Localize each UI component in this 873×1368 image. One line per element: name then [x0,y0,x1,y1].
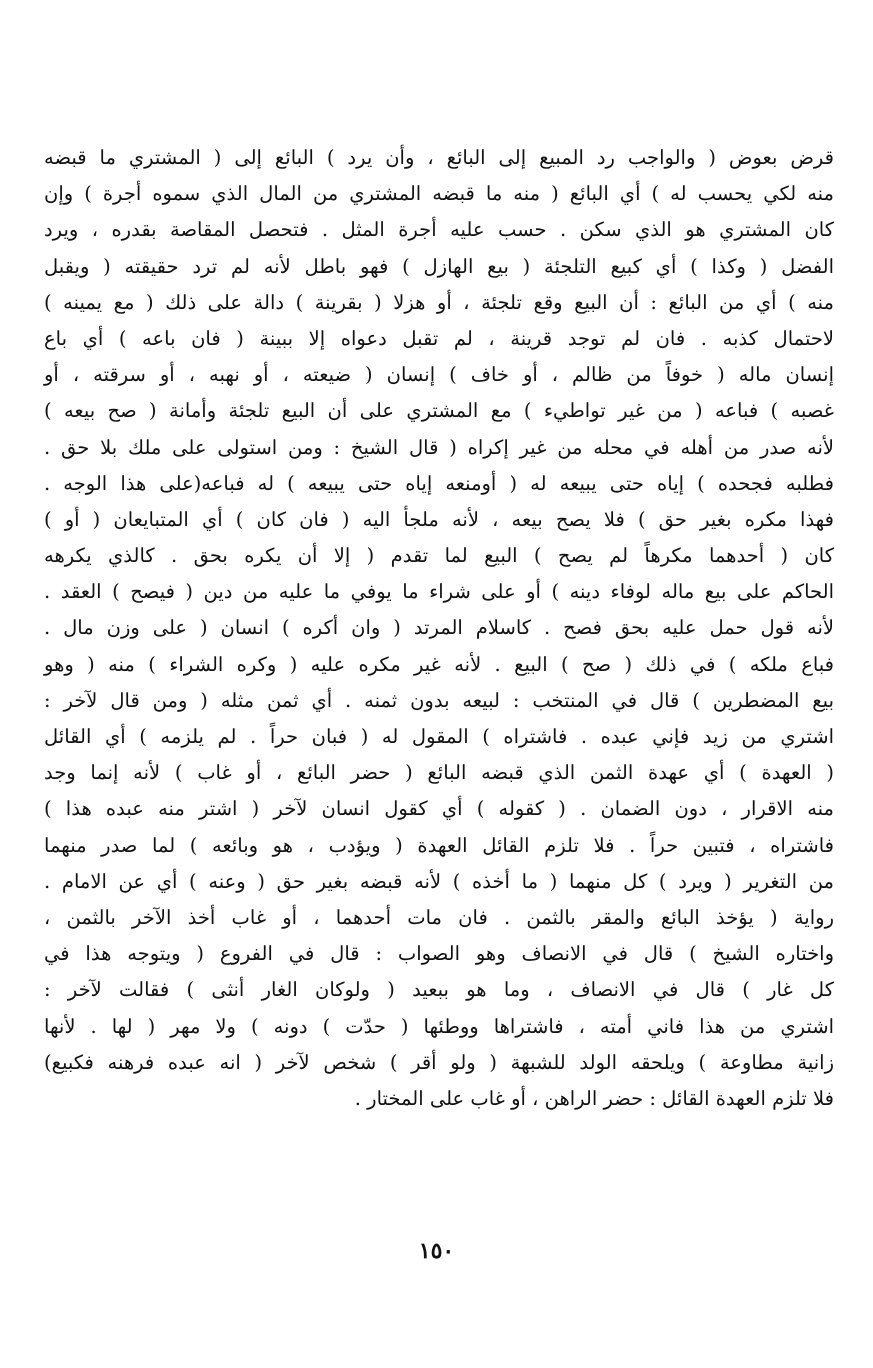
text-line: رواية ( يؤخذ البائع والمقر بالثمن . فان مات أحدهما ، أو غاب أخذ الآخر بالثمن ، [44,905,834,929]
text-line: واختاره الشيخ ) قال في الانصاف وهو الصواب : قال في الفروع ( ويتوجه هذا في [44,942,834,966]
text-line: منه لكي يحسب له ) أي البائع ( منه ما قبضه المشتري من المال الذي سموه أجرة ) وإن [44,182,834,206]
text-line: فاشتراه ، فتبين حراً . فلا تلزم القائل العهدة ( ويؤدب ، هو وبائعه ) لما صدر منهما [44,833,834,857]
text-line: ( العهدة ) أي عهدة الثمن الذي قبضه البائع ( حضر البائع ، أو غاب ) لأنه إنما وجد [44,761,834,785]
text-line: اشتري من زيد فإني عبده . فاشتراه ) المقول له ( فبان حراً . لم يلزمه ) أي القائل [44,725,834,748]
text-line: من التغرير ( ويرد ) كل منهما ( ما أخذه ) لأنه قبضه بغير حق ( وعنه ) أي عن الامام . [44,869,834,893]
text-line: منه ) أي من البائع : أن البيع وقع تلجئة ، أو هزلا ( بقرينة ) دالة على ذلك ( مع يمينه ) [44,290,834,314]
text-line: لاحتمال كذبه . فان لم توجد قرينة ، لم تقبل دعواه إلا ببينة ( فان باعه ) أي باع [44,326,834,350]
text-line: لأنه قول حمل عليه بحق فصح . كاسلام المرتد ( وان أكره ) انسان ( على وزن مال . [44,616,834,640]
text-line: فطلبه فجحده ) إياه حتى يبيعه له ( أومنعه إياه حتى يبيعه ) له فباعه(على هذا الوجه . [44,471,834,495]
text-line: كان ( أحدهما مكرهاً لم يصح ) البيع لما تقدم ( إلا أن يكره بحق . كالذي يكرهه [44,544,834,568]
text-line: كان المشتري هو الذي سكن . حسب عليه أجرة المثل . فتحصل المقاصة بقدره ، ويرد [44,218,834,242]
page-number: ١٥٠ [418,1238,455,1264]
text-line: الفضل ( وكذا ) أي كبيع التلجئة ( بيع الهازل ) فهو باطل لأنه لم ترد حقيقته ( ويقبل [44,254,834,278]
text-line: قرض بعوض ( والواجب رد المبيع إلى البائع ، وأن يرد ) البائع إلى ( المشتري ما قبضه [44,146,834,169]
text-line: الحاكم على بيع ماله لوفاء دينه ) أو على شراء ما يوفي ما عليه من دين ( فيصح ) العقد . [44,580,834,604]
text-line: كل غار ) قال في الانصاف ، وما هو ببعيد ( ولوكان الغار أنثى ) فقالت لآخر : [44,978,834,1002]
text-line: منه الاقرار ، دون الضمان . ( كقوله ) أي كقول انسان لآخر ( اشتر منه عبده هذا ) [44,797,834,821]
text-line: فباع ملكه ) في ذلك ( صح ) البيع . لأنه غير مكره عليه ( وكره الشراء ) منه ( وهو [44,652,834,676]
text-line: بيع المضطرين ) قال في المنتخب : لبيعه بدون ثمنه . أي ثمن مثله ( ومن قال لآخر : [44,688,834,712]
text-line: إنسان ماله ( خوفاً من ظالم ، أو خاف ) إنسان ( ضيعته ، أو نهبه ، أو سرقته ، أو [44,363,834,387]
text-line: غصبه ) فباعه ( من غير تواطيء ) مع المشتري على أن البيع تلجئة وأمانة ( صح بيعه ) [44,399,834,423]
text-line: زانية مطاوعة ) ويلحقه الولد للشبهة ( ولو أقر ) شخص لآخر ( انه عبده فرهنه فكبيع) [44,1050,834,1074]
text-line: فهذا مكره بغير حق ) فلا يصح بيعه ، لأنه ملجأ اليه ( فان كان ) أي المتبايعان ( أو ) [44,507,834,531]
body-text [44,140,834,1117]
text-line: اشتري من هذا فاني أمته ، فاشتراها ووطئها ( حدّت ) دونه ) ولا مهر ( لها . لأنها [44,1014,834,1038]
text-line: لأنه صدر من أهله في محله من غير إكراه ( قال الشيخ : ومن استولى على ملك بلا حق . [44,435,834,459]
text-line-last: فلا تلزم العهدة القائل : حضر الراهن ، أو غاب على المختار . [354,1086,834,1110]
